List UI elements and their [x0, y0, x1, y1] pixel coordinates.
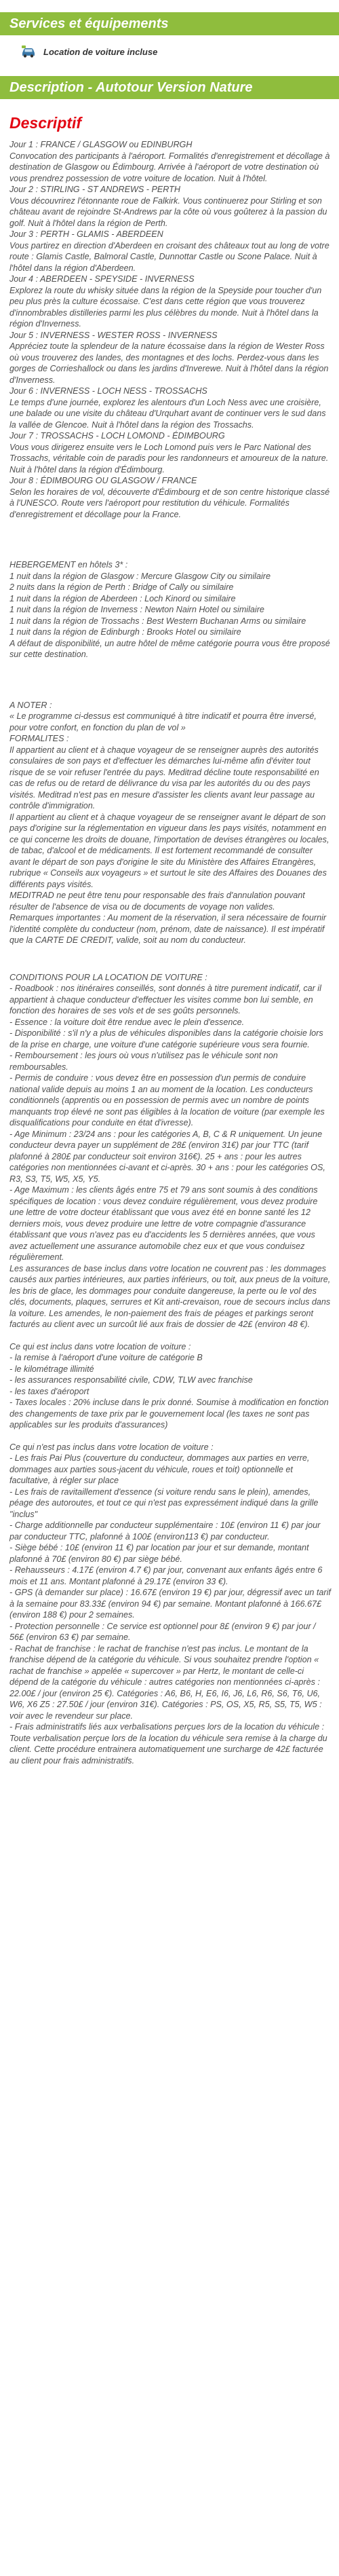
itinerary-line: Jour 5 : INVERNESS - WESTER ROSS - INVERNESS [9, 330, 218, 340]
notes-block [0, 693, 339, 946]
hotel-line: 2 nuits dans la région de Perth : Bridge of Cally ou similaire [9, 582, 234, 592]
not-included-line: - Charge additionnelle par conducteur supplémentaire : 10£ (environ 11 €) par jour par conducteur TTC, plafonné à 100£ (environ113 €) par conducteur. [9, 1520, 321, 1542]
service-label: Location de voiture incluse [43, 46, 158, 57]
included-line: - la remise à l'aéroport d'une voiture de catégorie B [9, 1353, 203, 1362]
condition-line: - Age Minimum : 23/24 ans : pour les catégories A, B, C & R uniquement. Un jeune conducteur devra payer un supplément de 28£ (environ 31€) par jour TTC (tarif plafonné à 280£ par conducteur soit environ 316€). 25 + ans : pour les autres catégories non mentionnées ci-avant et ci-après. 30 + ans : pour les catégories OS, R3, S3, T5, W5, X5, Y5. [9, 1129, 325, 1184]
hotel-line: 1 nuit dans la région de Glasgow : Mercure Glasgow City ou similaire [9, 571, 271, 581]
description-title: Descriptif [9, 114, 82, 132]
formalities-heading: FORMALITES : [9, 734, 69, 743]
hotel-line: A défaut de disponibilité, un autre hôtel de même catégorie pourra vous être proposé sur cette destination. [9, 638, 330, 659]
conditions-heading: CONDITIONS POUR LA LOCATION DE VOITURE : [9, 972, 207, 982]
itinerary-line: Jour 8 : ÉDIMBOURG OU GLASGOW / FRANCE [9, 476, 197, 485]
included-line: - les taxes d'aéroport [9, 1386, 89, 1396]
note-line: Il appartient au client et à chaque voyageur de se renseigner avant le départ de son pays d'origine sur la réglementation en vigueur dans les pays visités, notamment en ce qui concerne les droits de douane, l'importation de devises étrangères ou locales, de tabac, d'alcool et de médicaments. Il est fortement recommandé de consulter avant le départ de son pays d'origine le site du Ministère des Affaires Etrangères, rubrique « Conseils aux voyageurs » et surtout le site des Affaires des Douanes des différents pays visités. [9, 812, 330, 889]
itinerary-line: Jour 3 : PERTH - GLAMIS - ABERDEEN [9, 229, 163, 239]
not-included-line: - Frais administratifs liés aux verbalisations perçues lors de la location du véhicule : Toute verbalisation perçue lors de la location du véhicule sera remise à la charge du client. Cette procédure entrainera automatiquement une surcharge de 42£ facturée au client pour frais administratifs. [9, 1722, 327, 1766]
not-included-line: - GPS (à demander sur place) : 16.67£ (environ 19 €) par jour, dégressif avec un tarif à la semaine pour 83.33£ (environ 94 €) par semaine. Montant plafonné à 166.67£ (environ 188 €) pour 2 semaines. [9, 1588, 331, 1620]
services-band: Services et équipements [0, 12, 339, 35]
itinerary-line: Selon les horaires de vol, découverte d'Édimbourg et de son centre historique classé à l'UNESCO. Route vers l'aéroport pour restitution du véhicule. Formalités d'enregistrement et décollage pour la France. [9, 487, 330, 519]
conditions-block [0, 965, 339, 1767]
notes-heading: A NOTER : [9, 700, 52, 710]
not-included-line: - Protection personnelle : Ce service est optionnel pour 8£ (environ 9 €) par jour / 56£ (environ 63 €) par semaine. [9, 1621, 316, 1642]
condition-line: Les assurances de base inclus dans votre location ne couvrent pas : les dommages causés aux parties intérieures, aux parties inférieurs, ou toit, aux pneus de la voiture, les bris de glace, les dommages pour conduite dangereuse, la perte ou le vol des clés, documents, plaques, serrures et Kit anti-crevaison, roue de secours inclus dans la voiture. Les amendes, le non-paiement des frais de péages et parkings seront facturés au client avec un surcoût lié aux frais de dossier de 42£ (environ 48 €). [9, 1263, 331, 1329]
itinerary-line: Jour 2 : STIRLING - ST ANDREWS - PERTH [9, 185, 180, 194]
itinerary-line: Vous partirez en direction d'Aberdeen en croisant des châteaux tout au long de votre route : Glamis Castle, Balmoral Castle, Dunnottar Castle ou Scone Palace. Nuit à l'hôtel dans la région d'Aberdeen. [9, 240, 330, 273]
condition-line: - Disponibilité : s'il n'y a plus de véhicules disponibles dans la catégorie choisie lors de la prise en charge, une voiture d'une catégorie supérieure vous sera fournie. [9, 1028, 323, 1049]
note-line: « Le programme ci-dessus est communiqué à titre indicatif et pourra être inversé, pour votre confort, en fonction du plan de vol » [9, 711, 317, 732]
condition-line: - Essence : la voiture doit être rendue avec le plein d'essence. [9, 1017, 245, 1027]
included-line: - les assurances responsabilité civile, CDW, TLW avec franchise [9, 1375, 253, 1385]
not-included-line: - Les frais Pai Plus (couverture du conducteur, dommages aux parties en verre, dommages aux parties sous-jacent du véhicule, roues et toit) optionnelle et facultative, à régler sur place [9, 1453, 310, 1485]
service-item-car-rental [0, 35, 339, 60]
not-included-line: - Les frais de ravitaillement d'essence (si voiture rendu sans le plein), amendes, péage des autoroutes, et tout ce qui n'est pas expressément indiqué dans la grille "inclus" [9, 1487, 319, 1519]
included-heading: Ce qui est inclus dans votre location de voiture : [9, 1341, 191, 1351]
itinerary-line: Jour 1 : FRANCE / GLASGOW ou EDINBURGH [9, 140, 193, 149]
itinerary-line: Convocation des participants à l'aéroport. Formalités d'enregistrement et décollage à destination de Glasgow ou Édimbourg. Arrivée à l'aéroport de votre destination où vous prendrez possession de votre voiture de location. Nuit à l'hôtel. [9, 151, 330, 183]
not-included-line: - Rehausseurs : 4.17£ (environ 4.7 €) par jour, convenant aux enfants âgés entre 6 mois et 11 ans. Montant plafonné à 29.17£ (environ 33 €). [9, 1565, 323, 1586]
included-line: - le kilométrage illimité [9, 1364, 94, 1374]
not-included-line: - Rachat de franchise : le rachat de franchise n'est pas inclus. Le montant de la franchise dépend de la catégorie du véhicule. Si vous souhaitez prendre l'option « rachat de franchise » appelée « supercover » par Hertz, le montant de celle-ci dépend de la catégorie du véhicule : autres catégories non mentionnées ci-après : 22.00£ / jour (environ 25 €). Catégories : A6, B6, H, E6, I6, J6, L6, R6, S6, T6, U6, W6, X6 Z5 : 27.50£ / jour (environ 31€). Catégories : PS, OS, X5, R5, S5, T5, W5 : voir avec le revendeur sur place. [9, 1643, 322, 1721]
car-icon [20, 43, 37, 60]
itinerary-line: Vous vous dirigerez ensuite vers le Loch Lomond puis vers le Parc National des Trossachs, véritable coin de paradis pour les randonneurs et amoureux de la nature. Nuit à l'hôtel dans la région d'Édimbourg. [9, 442, 329, 474]
itinerary-line: Appréciez toute la splendeur de la nature écossaise dans la région de Wester Ross où vous trouverez des landes, des montagnes et des lochs. Perdez-vous dans les gorges de Corrieshallock ou dans les jardins d'Inverewe. Nuit à l'hôtel dans la région d'Inverness. [9, 341, 329, 385]
note-line: Remarques importantes : Au moment de la réservation, il sera nécessaire de fournir l'identité complète du conducteur (nom, prénom, date de naissance). Il est impératif que la CARTE DE CREDIT, valide, soit au nom du conducteur. [9, 913, 327, 945]
included-line: - Taxes locales : 20% incluse dans le prix donné. Soumise à modification en fonction des changements de taxe prix par le gouvernement local (les taxes ne sont pas applicables sur les produits d'assurances) [9, 1398, 329, 1430]
hotels-heading: HEBERGEMENT en hôtels 3* : [9, 560, 128, 570]
hotel-line: 1 nuit dans la région de Edinburgh : Brooks Hotel ou similaire [9, 627, 241, 637]
condition-line: - Age Maximum : les clients âgés entre 75 et 79 ans sont soumis à des conditions spécifiques de location : vous devez conduire régulièrement, vous devez produire une lettre de votre docteur établissant que vous avez été en bonne santé les 12 derniers mois, vous devez produire une lettre de votre compagnie d'assurance établissant que vous n'avez pas eu d'accidents les 5 dernières années, que vous avez actuellement une assurance automobile chez eux et que vous conduisez régulièrement. [9, 1185, 318, 1262]
itinerary-line: Jour 4 : ABERDEEN - SPEYSIDE - INVERNESS [9, 274, 195, 284]
condition-line: - Roadbook : nos itinéraires conseillés, sont donnés à titre purement indicatif, car il appartient à chaque conducteur d'effectuer les visites comme bon lui semble, en fonction des horaires de ses vols et de ses goûts personnels. [9, 984, 321, 1015]
note-line: MEDITRAD ne peut être tenu pour responsable des frais d'annulation pouvant résulter de l'absence de visa ou de documents de voyage non valides. [9, 891, 305, 912]
note-line: Il appartient au client et à chaque voyageur de se renseigner auprès des autorités consulaires de son pays et d'effectuer les démarches lui-même afin d'éviter tout risque de se voir refuser l'entrée du pays. Meditrad décline toute responsabilité en cas de refus ou de retard de délivrance du visa par les autorités du ou des pays visités. Meditrad n'est pas en mesure d'assister les clients avant leur passage au contrôle d'immigration. [9, 745, 319, 810]
itinerary-line: Jour 6 : INVERNESS - LOCH NESS - TROSSACHS [9, 386, 207, 396]
itinerary-line: Explorez la route du whisky située dans la région de la Speyside pour toucher d'un peu plus près la culture écossaise. C'est dans cette région que vous trouverez d'innombrables distilleries parmi les plus célèbres du monde. Nuit à l'hôtel dans la région d'Inverness. [9, 285, 322, 329]
hotel-line: 1 nuit dans la région de Aberdeen : Loch Kinord ou similaire [9, 593, 236, 603]
itinerary-block [0, 132, 339, 520]
description-band: Description - Autotour Version Nature [0, 76, 339, 99]
hotel-line: 1 nuit dans la région de Inverness : Newton Nairn Hotel ou similaire [9, 605, 264, 614]
condition-line: - Permis de conduire : vous devez être en possession d'un permis de conduire national valide depuis au moins 1 an au moment de la location. Les conducteurs conditionnels (apprentis ou en possession de permis avec un nombre de points manquants trop élevé ne sont pas éligibles à la location de voiture (par exemple les disqualifications pour conduite en état d'ivresse). [9, 1073, 325, 1127]
not-included-line: - Siège bébé : 10£ (environ 11 €) par location par jour et sur demande, montant plafonné à 70£ (environ 80 €) par siège bébé. [9, 1543, 309, 1564]
not-included-heading: Ce qui n'est pas inclus dans votre location de voiture : [9, 1442, 214, 1452]
itinerary-line: Vous découvrirez l'étonnante roue de Falkirk. Vous continuerez pour Stirling et son château avant de rejoindre St-Andrews par la côte où vous goûterez à la passion du golf. Nuit à l'hôtel dans la région de Perth. [9, 195, 327, 228]
hotels-block [0, 553, 339, 660]
hotel-line: 1 nuit dans la région de Trossachs : Best Western Buchanan Arms ou similaire [9, 616, 306, 626]
itinerary-line: Le temps d'une journée, explorez les alentours d'un Loch Ness avec une croisière, une balade ou une visite du château d'Urquhart avant de continuer vers le sud dans la vallée de Glencoe. Nuit à l'hôtel dans la région des Trossachs. [9, 397, 326, 430]
itinerary-line: Jour 7 : TROSSACHS - LOCH LOMOND - ÉDIMBOURG [9, 431, 225, 441]
condition-line: - Remboursement : les jours où vous n'utilisez pas le véhicule sont non remboursables. [9, 1051, 278, 1072]
